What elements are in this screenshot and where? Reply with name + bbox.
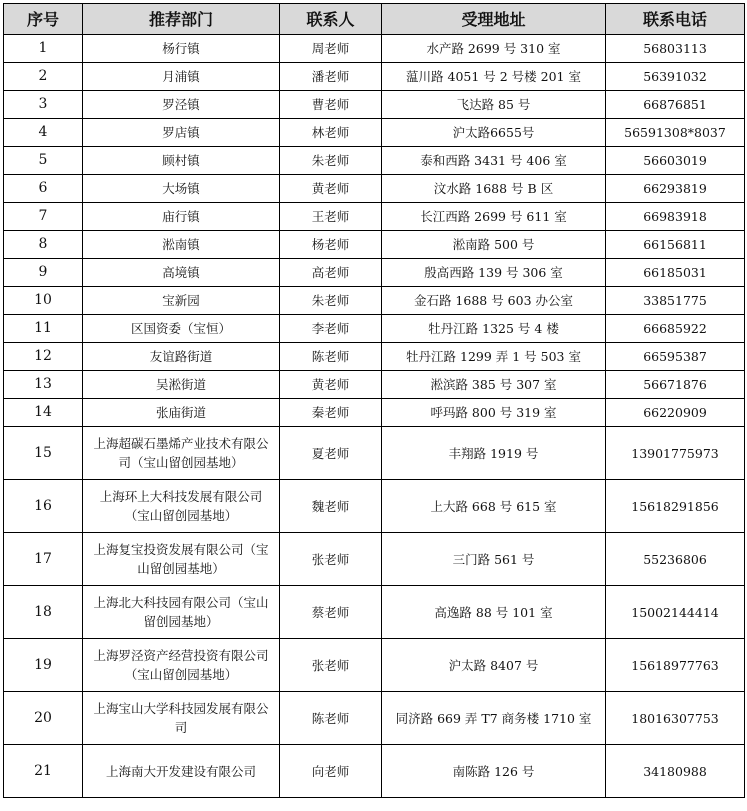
table-row [4,692,745,745]
row-contact: 李老师 [280,315,382,343]
row-number: 2 [4,63,83,91]
row-contact: 张老师 [280,639,382,692]
row-phone: 66220909 [606,399,745,427]
header-row [4,4,745,35]
header-no: 序号 [4,4,83,35]
row-phone: 13901775973 [606,427,745,480]
row-address: 汶水路 1688 号 B 区 [382,175,606,203]
row-dept: 吴淞街道 [83,371,280,399]
row-contact: 林老师 [280,119,382,147]
row-dept: 罗泾镇 [83,91,280,119]
row-phone: 15618977763 [606,639,745,692]
row-number: 10 [4,287,83,315]
table-row [4,639,745,692]
row-address: 水产路 2699 号 310 室 [382,35,606,63]
table-row [4,231,745,259]
row-contact: 潘老师 [280,63,382,91]
row-number: 13 [4,371,83,399]
table-row [4,203,745,231]
row-address: 蕰川路 4051 号 2 号楼 201 室 [382,63,606,91]
row-contact: 周老师 [280,35,382,63]
row-dept: 大场镇 [83,175,280,203]
row-contact: 陈老师 [280,343,382,371]
row-contact: 魏老师 [280,480,382,533]
contact-table [3,3,745,798]
row-phone: 56671876 [606,371,745,399]
table-row [4,91,745,119]
table-row [4,63,745,91]
row-phone: 56591308*8037 [606,119,745,147]
row-dept: 上海宝山大学科技园发展有限公司 [83,692,280,745]
row-number: 12 [4,343,83,371]
row-dept: 友谊路街道 [83,343,280,371]
row-dept: 顾村镇 [83,147,280,175]
row-dept: 上海北大科技园有限公司（宝山留创园基地） [83,586,280,639]
row-address: 殷高西路 139 号 306 室 [382,259,606,287]
row-number: 20 [4,692,83,745]
row-address: 长江西路 2699 号 611 室 [382,203,606,231]
row-phone: 55236806 [606,533,745,586]
row-number: 11 [4,315,83,343]
row-contact: 张老师 [280,533,382,586]
row-address: 沪太路 8407 号 [382,639,606,692]
row-number: 1 [4,35,83,63]
table-row [4,259,745,287]
table-row [4,480,745,533]
row-phone: 15618291856 [606,480,745,533]
row-phone: 66685922 [606,315,745,343]
row-address: 淞滨路 385 号 307 室 [382,371,606,399]
row-contact: 朱老师 [280,147,382,175]
row-dept: 张庙街道 [83,399,280,427]
row-number: 16 [4,480,83,533]
row-dept: 上海环上大科技发展有限公司（宝山留创园基地） [83,480,280,533]
row-address: 牡丹江路 1299 弄 1 号 503 室 [382,343,606,371]
row-number: 14 [4,399,83,427]
row-address: 南陈路 126 号 [382,745,606,798]
row-contact: 向老师 [280,745,382,798]
row-phone: 18016307753 [606,692,745,745]
row-dept: 月浦镇 [83,63,280,91]
row-dept: 上海超碳石墨烯产业技术有限公司（宝山留创园基地） [83,427,280,480]
row-phone: 56391032 [606,63,745,91]
row-contact: 曹老师 [280,91,382,119]
row-contact: 朱老师 [280,287,382,315]
row-contact: 黄老师 [280,371,382,399]
table-row [4,343,745,371]
table-row [4,586,745,639]
table-row [4,427,745,480]
row-contact: 陈老师 [280,692,382,745]
table-row [4,399,745,427]
table-body [4,35,745,798]
row-contact: 杨老师 [280,231,382,259]
table-row [4,175,745,203]
table-row [4,745,745,798]
row-number: 21 [4,745,83,798]
table-row [4,147,745,175]
row-dept: 上海罗泾资产经营投资有限公司（宝山留创园基地） [83,639,280,692]
row-number: 9 [4,259,83,287]
row-address: 丰翔路 1919 号 [382,427,606,480]
header-contact: 联系人 [280,4,382,35]
row-number: 6 [4,175,83,203]
row-phone: 15002144414 [606,586,745,639]
table-row [4,315,745,343]
row-number: 8 [4,231,83,259]
row-address: 同济路 669 弄 T7 商务楼 1710 室 [382,692,606,745]
row-number: 7 [4,203,83,231]
row-phone: 66293819 [606,175,745,203]
row-phone: 66156811 [606,231,745,259]
row-contact: 王老师 [280,203,382,231]
row-dept: 宝新园 [83,287,280,315]
row-address: 上大路 668 号 615 室 [382,480,606,533]
row-dept: 上海南大开发建设有限公司 [83,745,280,798]
row-number: 18 [4,586,83,639]
row-phone: 66983918 [606,203,745,231]
row-contact: 秦老师 [280,399,382,427]
row-number: 15 [4,427,83,480]
row-number: 17 [4,533,83,586]
row-address: 飞达路 85 号 [382,91,606,119]
table-row [4,119,745,147]
table-row [4,35,745,63]
row-address: 金石路 1688 号 603 办公室 [382,287,606,315]
row-address: 沪太路6655号 [382,119,606,147]
row-phone: 33851775 [606,287,745,315]
row-dept: 淞南镇 [83,231,280,259]
row-dept: 庙行镇 [83,203,280,231]
table-row [4,533,745,586]
row-contact: 夏老师 [280,427,382,480]
row-number: 19 [4,639,83,692]
table-row [4,371,745,399]
row-dept: 上海复宝投资发展有限公司（宝山留创园基地） [83,533,280,586]
row-address: 三门路 561 号 [382,533,606,586]
row-dept: 杨行镇 [83,35,280,63]
row-contact: 高老师 [280,259,382,287]
row-dept: 罗店镇 [83,119,280,147]
row-number: 5 [4,147,83,175]
row-number: 4 [4,119,83,147]
header-address: 受理地址 [382,4,606,35]
row-phone: 66595387 [606,343,745,371]
row-address: 牡丹江路 1325 号 4 楼 [382,315,606,343]
row-phone: 66876851 [606,91,745,119]
row-address: 呼玛路 800 号 319 室 [382,399,606,427]
row-address: 高逸路 88 号 101 室 [382,586,606,639]
row-address: 淞南路 500 号 [382,231,606,259]
row-contact: 黄老师 [280,175,382,203]
row-dept: 区国资委（宝恒） [83,315,280,343]
table-row [4,287,745,315]
row-phone: 56803113 [606,35,745,63]
row-phone: 66185031 [606,259,745,287]
row-phone: 56603019 [606,147,745,175]
row-address: 泰和西路 3431 号 406 室 [382,147,606,175]
header-phone: 联系电话 [606,4,745,35]
row-dept: 高境镇 [83,259,280,287]
row-number: 3 [4,91,83,119]
header-dept: 推荐部门 [83,4,280,35]
row-phone: 34180988 [606,745,745,798]
row-contact: 蔡老师 [280,586,382,639]
